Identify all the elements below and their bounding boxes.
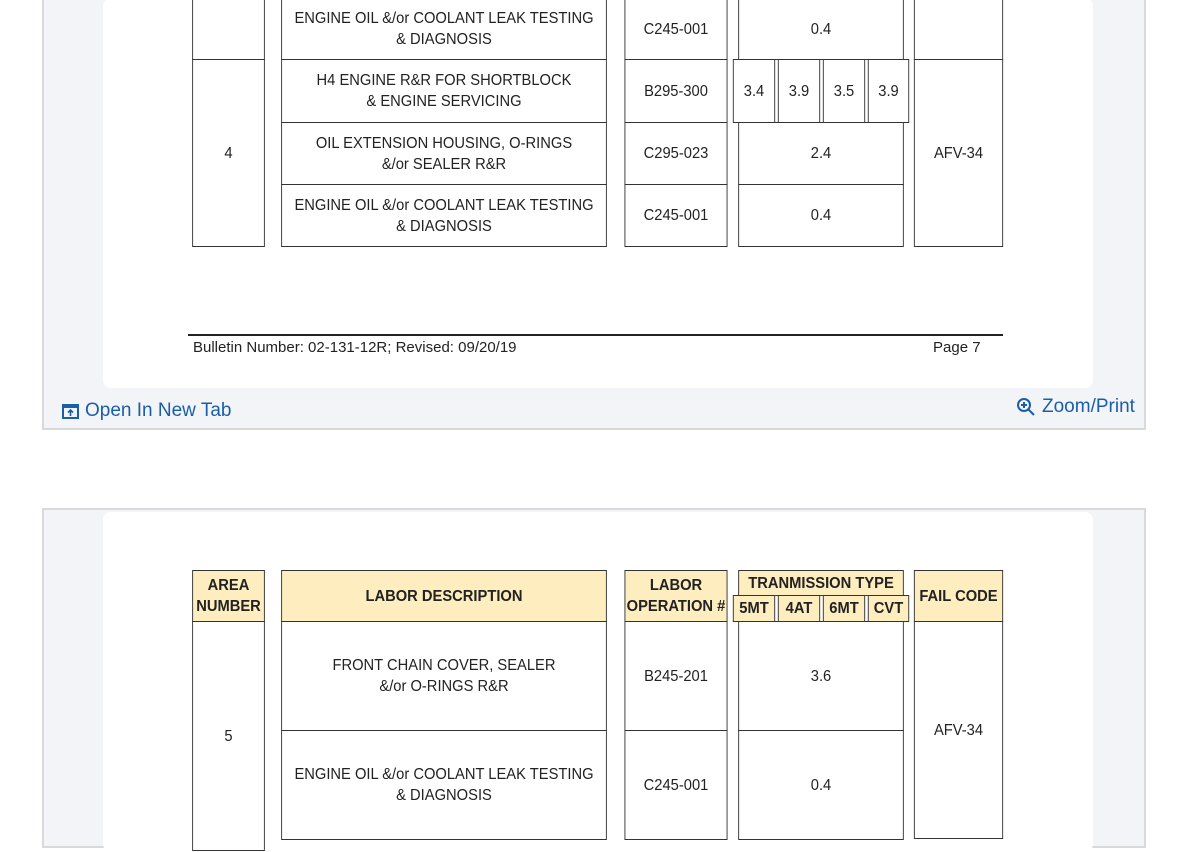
area-number: 4 <box>192 59 265 247</box>
bulletin-number: Bulletin Number: 02-131-12R; Revised: 09/20/19 <box>193 339 517 356</box>
labor-operation: C245-001 <box>624 184 727 247</box>
labor-time: 0.4 <box>738 730 904 840</box>
zoom-print-label: Zoom/Print <box>1042 396 1135 417</box>
labor-operation: C245-001 <box>624 0 727 60</box>
header-transmission-type: TRANMISSION TYPE <box>738 570 904 596</box>
fail-code-cell <box>914 0 1003 60</box>
labor-operation: C295-023 <box>624 122 727 185</box>
labor-operation: B295-300 <box>624 59 727 123</box>
header-labor-operation: LABOR OPERATION # <box>624 570 727 622</box>
labor-description: OIL EXTENSION HOUSING, O-RINGS &/or SEALER R&R <box>281 122 607 185</box>
labor-operation: C245-001 <box>624 730 727 840</box>
header-cvt: CVT <box>868 595 909 622</box>
open-new-tab-icon <box>62 404 79 419</box>
open-new-tab-link[interactable] <box>62 400 231 422</box>
header-area-number: AREA NUMBER <box>192 570 265 622</box>
page-number: Page 7 <box>933 339 981 356</box>
labor-description: FRONT CHAIN COVER, SEALER &/or O-RINGS R&R <box>281 621 607 731</box>
header-labor-description: LABOR DESCRIPTION <box>281 570 607 622</box>
footer-divider <box>188 334 1003 336</box>
labor-operation: B245-201 <box>624 621 727 731</box>
header-fail-code: FAIL CODE <box>914 570 1003 622</box>
labor-time: 3.6 <box>738 621 904 731</box>
labor-description: H4 ENGINE R&R FOR SHORTBLOCK & ENGINE SERVICING <box>281 59 607 123</box>
labor-description: ENGINE OIL &/or COOLANT LEAK TESTING & DIAGNOSIS <box>281 730 607 840</box>
fail-code: AFV-34 <box>914 621 1003 839</box>
header-4at: 4AT <box>778 595 820 622</box>
labor-time: 0.4 <box>738 184 904 247</box>
labor-time: 0.4 <box>738 0 904 60</box>
area-number: 5 <box>192 621 265 851</box>
labor-time: 2.4 <box>738 122 904 185</box>
zoom-in-icon <box>1016 397 1036 417</box>
time-4at: 3.9 <box>778 59 820 123</box>
time-6mt: 3.5 <box>823 59 865 123</box>
labor-description: ENGINE OIL &/or COOLANT LEAK TESTING & DIAGNOSIS <box>281 184 607 247</box>
open-new-tab-label: Open In New Tab <box>85 400 232 421</box>
labor-description: ENGINE OIL &/or COOLANT LEAK TESTING & DIAGNOSIS <box>281 0 607 60</box>
time-cvt: 3.9 <box>868 59 909 123</box>
zoom-print-link[interactable] <box>1016 396 1135 418</box>
header-5mt: 5MT <box>733 595 775 622</box>
fail-code: AFV-34 <box>914 59 1003 247</box>
header-6mt: 6MT <box>823 595 865 622</box>
time-5mt: 3.4 <box>733 59 775 123</box>
area-cell <box>192 0 265 60</box>
